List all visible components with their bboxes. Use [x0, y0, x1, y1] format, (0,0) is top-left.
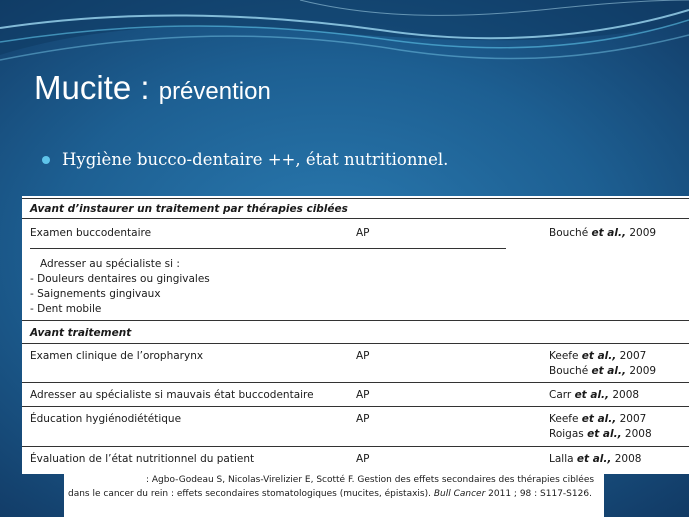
- row-reference: [549, 226, 656, 241]
- slide-title: [34, 69, 271, 107]
- ref-etal: et al.,: [591, 365, 626, 377]
- ref-etal: et al.,: [581, 413, 617, 425]
- note-item: - Douleurs dentaires ou gingivales: [30, 273, 210, 285]
- ref-etal: et al.,: [587, 428, 622, 440]
- ref-etal: et al.,: [591, 227, 626, 239]
- citation-box: [64, 471, 604, 517]
- row-level: AP: [356, 413, 370, 425]
- citation-line: [68, 488, 592, 500]
- row-reference: [549, 364, 656, 379]
- wave-line-3: [0, 35, 689, 60]
- row-divider: [30, 248, 506, 249]
- citation-details: 2011 ; 98 : S117-S126.: [488, 489, 592, 499]
- row-reference: [549, 412, 646, 427]
- row-label: Évaluation de l’état nutritionnel du patient: [30, 453, 255, 465]
- ref-author: Keefe: [549, 350, 579, 362]
- bullet-dot-icon: [42, 156, 50, 164]
- ref-year: 2009: [629, 227, 657, 239]
- ref-author: Bouché: [549, 227, 589, 239]
- bullet-text: Hygiène bucco-dentaire ++, état nutritionnel.: [62, 150, 449, 169]
- row-label: Éducation hygiénodiététique: [30, 413, 182, 425]
- recommendations-table: [22, 196, 689, 474]
- section-rule: [22, 218, 689, 219]
- ref-year: 2009: [629, 365, 657, 377]
- note-item: - Dent mobile: [30, 303, 102, 315]
- ref-year: 2008: [624, 428, 652, 440]
- ref-author: Carr: [549, 389, 572, 401]
- citation-journal: Bull Cancer: [433, 489, 486, 499]
- row-level: AP: [356, 350, 370, 362]
- row-divider: [22, 406, 689, 407]
- ref-etal: et al.,: [574, 389, 610, 401]
- row-reference: [549, 349, 646, 364]
- row-reference: [549, 427, 652, 442]
- ref-author: Keefe: [549, 413, 579, 425]
- ref-author: Roigas: [549, 428, 584, 440]
- row-label: Examen clinique de l’oropharynx: [30, 350, 204, 362]
- note-item: - Saignements gingivaux: [30, 288, 161, 300]
- section-header-before-targeted: Avant d’instaurer un traitement par thérapies ciblées: [30, 203, 348, 215]
- row-reference: [549, 388, 639, 403]
- ref-year: 2008: [612, 389, 640, 401]
- citation-line: : Agbo-Godeau S, Nicolas-Virelizier E, Scotté F. Gestion des effets secondaires des thérapies ciblées: [146, 475, 595, 485]
- title-separator: :: [131, 69, 159, 106]
- row-reference: [549, 452, 641, 467]
- table-top-rule: [22, 198, 689, 199]
- section-rule: [22, 343, 689, 344]
- ref-year: 2007: [619, 350, 647, 362]
- section-rule: [22, 320, 689, 321]
- title-main: Mucite: [34, 69, 132, 106]
- row-divider: [22, 382, 689, 383]
- title-sub: prévention: [158, 78, 271, 105]
- ref-etal: et al.,: [576, 453, 612, 465]
- section-header-before-treatment: Avant traitement: [30, 327, 132, 339]
- row-level: AP: [356, 389, 370, 401]
- row-label: Examen buccodentaire: [30, 227, 152, 239]
- row-divider: [22, 446, 689, 447]
- note-title: Adresser au spécialiste si :: [40, 258, 180, 270]
- row-level: AP: [356, 453, 370, 465]
- ref-year: 2007: [619, 413, 647, 425]
- ref-etal: et al.,: [581, 350, 617, 362]
- row-label: Adresser au spécialiste si mauvais état buccodentaire: [30, 389, 314, 401]
- ref-author: Bouché: [549, 365, 589, 377]
- row-level: AP: [356, 227, 370, 239]
- citation-text: dans le cancer du rein : effets secondaires stomatologiques (mucites, épistaxis).: [68, 489, 431, 499]
- wave-band-dark: [0, 0, 689, 55]
- ref-author: Lalla: [549, 453, 574, 465]
- ref-year: 2008: [614, 453, 642, 465]
